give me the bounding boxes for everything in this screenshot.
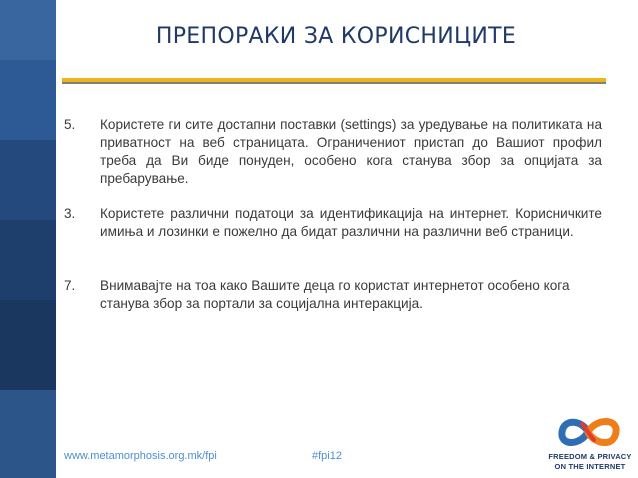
item-text: Внимавајте на тоа како Вашите деца го користат интернетот особено кога станува збор за портали за социјална интеракција.	[100, 278, 570, 311]
list-item	[64, 277, 602, 313]
sidebar-block	[0, 220, 56, 300]
sidebar-block	[0, 0, 56, 60]
sidebar-block	[0, 60, 56, 140]
logo-text-line2: ON THE INTERNET	[554, 462, 626, 471]
item-text: Користете ги сите достапни поставки (settings) за уредување на политиката на приватност на веб страницата. Ограничениот пристап до Вашиот профил треба да Ви биде понуден, особено кога станува збор за опцијата за пребарување.	[100, 117, 602, 186]
sidebar-block	[0, 300, 56, 390]
sidebar-decoration	[0, 0, 56, 478]
item-number: 7.	[64, 278, 76, 293]
item-number: 5.	[64, 117, 76, 132]
slide-title: ПРЕПОРАКИ ЗА КОРИСНИЦИТЕ	[155, 24, 517, 49]
sidebar-block	[0, 140, 56, 220]
footer-url-link[interactable]: www.metamorphosis.org.mk/fpi	[64, 450, 217, 462]
item-number: 3.	[64, 206, 76, 221]
list-item	[64, 205, 602, 241]
sidebar-block	[0, 390, 56, 478]
title-underline-grey	[62, 82, 606, 84]
logo-text-line1: FREEDOM & PRIVACY	[548, 452, 632, 461]
footer-hashtag: #fpi12	[312, 450, 342, 462]
item-text: Користете различни податоци за идентификација на интернет. Корисничките имиња и лозинки е пожелно да бидат различни на различни веб страници.	[100, 206, 602, 239]
list-item	[64, 116, 602, 188]
